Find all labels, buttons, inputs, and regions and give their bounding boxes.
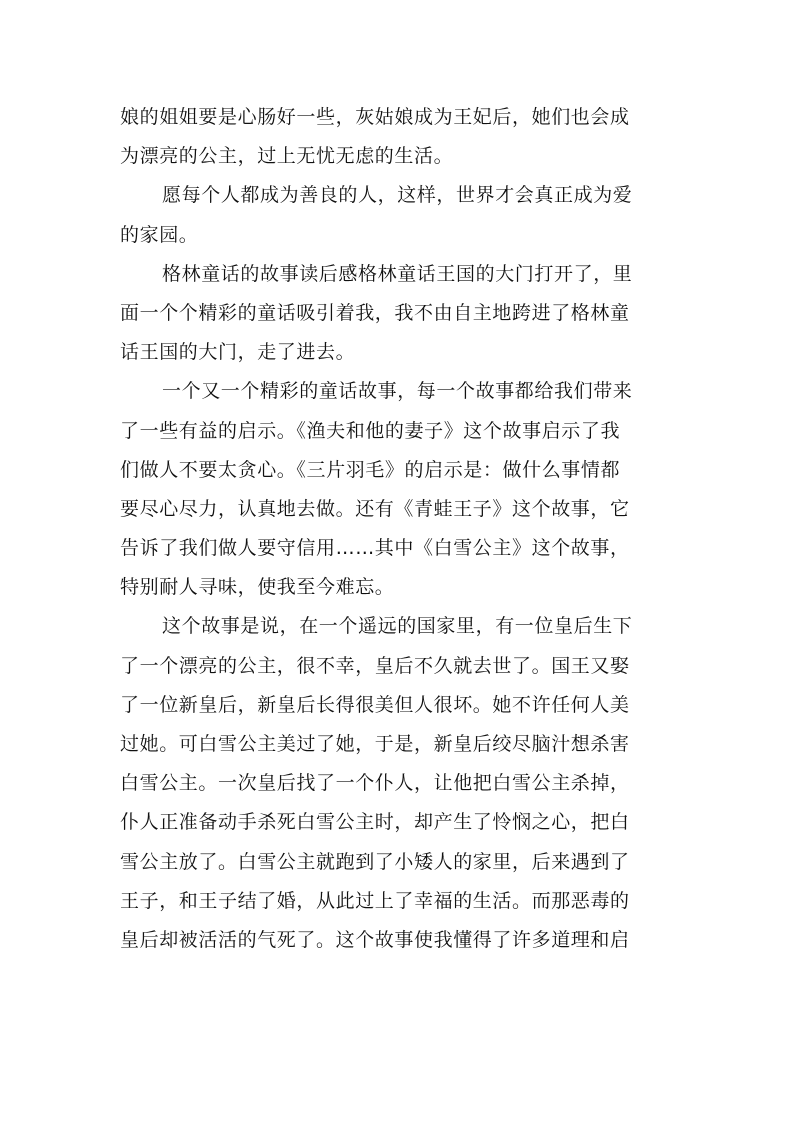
text-line: 一个又一个精彩的童话故事，每一个故事都给我们带来 xyxy=(162,380,633,403)
text-line: 仆人正准备动手杀死白雪公主时，却产生了怜悯之心，把白 xyxy=(120,811,630,834)
text-line: 面一个个精彩的童话吸引着我，我不由自主地跨进了格林童 xyxy=(120,301,630,324)
text-line: 话王国的大门，走了进去。 xyxy=(120,341,356,364)
text-line: 了一个漂亮的公主，很不幸，皇后不久就去世了。国王又娶 xyxy=(120,654,630,677)
text-line: 了一些有益的启示。《渔夫和他的妻子》这个故事启示了我 xyxy=(120,419,621,442)
text-line: 的家园。 xyxy=(120,223,199,246)
text-line: 愿每个人都成为善良的人，这样，世界才会真正成为爱 xyxy=(162,184,633,207)
text-line: 告诉了我们做人要守信用……其中《白雪公主》这个故事， xyxy=(120,537,630,560)
body-text xyxy=(120,98,680,960)
text-line: 们做人不要太贪心。《三片羽毛》的启示是：做什么事情都 xyxy=(120,458,621,481)
text-line: 雪公主放了。白雪公主就跑到了小矮人的家里，后来遇到了 xyxy=(120,850,630,873)
text-line: 王子，和王子结了婚，从此过上了幸福的生活。而那恶毒的 xyxy=(120,889,630,912)
text-line: 要尽心尽力，认真地去做。还有《青蛙王子》这个故事，它 xyxy=(120,497,630,520)
text-line: 皇后却被活活的气死了。这个故事使我懂得了许多道理和启 xyxy=(120,928,630,951)
text-line: 了一位新皇后，新皇后长得很美但人很坏。她不许任何人美 xyxy=(120,693,630,716)
text-line: 娘的姐姐要是心肠好一些，灰姑娘成为王妃后，她们也会成 xyxy=(120,106,630,128)
text-line: 白雪公主。一次皇后找了一个仆人，让他把白雪公主杀掉， xyxy=(120,772,630,795)
text-line: 格林童话的故事读后感格林童话王国的大门打开了，里 xyxy=(162,262,633,285)
text-line: 为漂亮的公主，过上无忧无虑的生活。 xyxy=(120,145,454,168)
text-line: 这个故事是说，在一个遥远的国家里，有一位皇后生下 xyxy=(162,615,633,638)
text-line: 特别耐人寻味，使我至今难忘。 xyxy=(120,576,395,599)
text-line: 过她。可白雪公主美过了她，于是，新皇后绞尽脑汁想杀害 xyxy=(120,733,630,755)
